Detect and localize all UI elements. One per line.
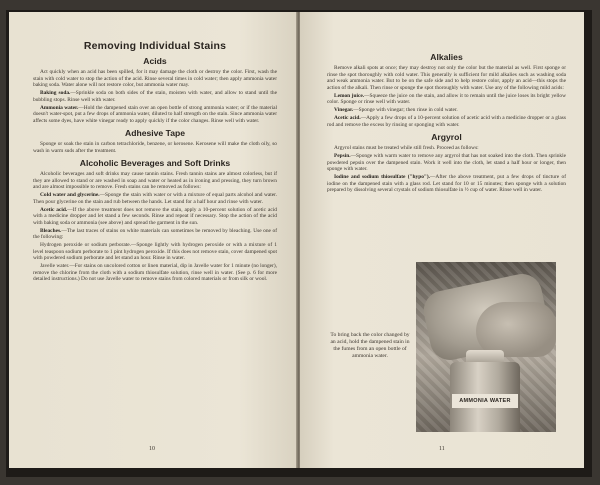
paragraph-lead: Vinegar. [334,107,354,113]
body-paragraph [33,192,277,205]
paragraph-lead: Cold water and glycerine. [40,192,100,198]
body-paragraph [33,242,277,262]
body-paragraph [33,171,277,191]
paragraph-lead: Iodine and sodium thiosulfate ("hypo"). [334,174,431,180]
right-page [300,12,584,468]
body-paragraph [327,107,566,114]
left-page [9,12,297,468]
paragraph-text: Hydrogen peroxide or sodium perborate.—Sponge lightly with hydrogen peroxide or with a mixture of 1 level teaspoon sodium perborate to 1 pint hydrogen peroxide. If this does not remove stain, cover dampened spot with powdered sodium perborate and let stand an hour. Rinse in water. [33,242,277,261]
illustration-photo [416,262,556,432]
paragraph-lead: Baking soda. [40,90,71,96]
bottle-label: AMMONIA WATER [452,394,518,408]
paragraph-text: —Sprinkle soda on both sides of the stain, moisten with water, and allow to stand until the bubbling stops. Rinse well with water. [33,90,277,103]
body-paragraph [33,141,277,154]
section-heading: Alcoholic Beverages and Soft Drinks [79,158,231,168]
paragraph-lead: Acetic acid. [334,115,361,121]
body-paragraph [33,69,277,89]
paragraph-text: Remove alkali spots at once; they may destroy not only the color but the material as well. First sponge or rinse the spot thoroughly with cold water. This generally is sufficient for mild alkalies such as washing soda and weak ammonia water. But to be on the safe side and to help restore color, apply an acid—this stops the action of the alkali. Then rinse or sponge the spot thoroughly with water. Use any of the following mild acids: [327,65,566,91]
body-paragraph [327,153,566,173]
paragraph-text: —The last traces of stains on white materials can sometimes be removed by bleaching. Use one of the following: [33,227,277,240]
paragraph-text: —Hold the dampened stain over an open bottle of strong ammonia water; or if the material doesn't water-spot, put a few drops of ammonia water, diluted to half strength on the stain. Since ammonia water affects some dyes, have white vinegar ready to apply quickly if the color changes. Rinse well with water. [33,104,277,124]
paragraph-lead: Acetic acid. [40,206,68,213]
paragraph-text: —Sponge the stain with water or with a mixture of equal parts alcohol and water. Then pour glycerine on the stain and rub between the hands. Let stand for a half hour and rinse with water. [33,192,277,205]
paragraph-text: Alcoholic beverages and soft drinks may cause tannin stains. Fresh tannin stains are almost colorless, but if they are allowed to stand or are washed in soap and water or heated as in ironing and pressing, they turn brown and are almost impossible to remove. Fresh stains can be removed as follows: [33,171,277,190]
page-number-left: 10 [149,446,155,452]
page-title: Removing Individual Stains [83,40,227,52]
photo-hand [476,302,556,357]
body-paragraph [327,174,566,194]
paragraph-text: —Squeeze the juice on the stain, and allow it to remain until the juice loses its bright yellow color. Sponge or rinse well with water. [327,92,566,105]
paragraph-text: —Sponge with warm water to remove any argyrol that has not soaked into the cloth. Then sprinkle powdered pepsin over the dampened stain. Work it well into the cloth, let stand a half hour or longer, then sponge with water. [327,153,566,172]
photo-caption: To bring back the color changed by an acid, hold the dampened stain in the fumes from an open bottle of ammonia water. [330,332,410,359]
paragraph-text: —Apply a few drops of a 10-percent solution of acetic acid with a medicine dropper or a glass rod and remove the excess by rinsing or sponging with water. [327,115,566,128]
paragraph-text: Act quickly when an acid has been spilled, for it may damage the cloth or destroy the color. First, wash the stain with cold water to stop the action of the acid. Rinse several times in cold water; then apply ammonia water baking soda. Water alone will not restore color, but ammonia water may. [33,69,277,88]
section-heading: Acids [143,56,167,66]
paragraph-text: —If the above treatment does not remove the stain, apply a 10-percent solution of acetic acid with a medicine dropper and let stand a few seconds. Rinse and repeat if necessary. Stop the action of the acid with baking soda or ammonia (see above) and spread the garment in the sun. [33,206,277,226]
body-paragraph [33,207,277,227]
body-paragraph [33,263,277,283]
body-paragraph [327,145,566,152]
section-heading: Adhesive Tape [124,128,186,138]
paragraph-lead: Lemon juice. [334,92,365,99]
paragraph-text: —After the above treatment, put a few drops of tincture of iodine on the dampened stain with a glass rod. Let stand for 10 or 15 minutes; then sponge with a solution prepared by dissolving several crystals of sodium thiosulfate in ½ cup of water. Rinse well in water. [327,174,567,193]
paragraph-text: Javelle water.—For stains on uncolored cotton or linen material, dip in Javelle water for 1 minute (no longer), remove the chlorine from the cloth with a sodium thiosulfate solution, rinse well in water. (See p. 6 for more detailed instructions.) Do not use Javelle water to remove stains from colored materials or from silk or wool. [33,263,277,282]
body-paragraph [327,93,566,106]
section-heading: Argyrol [431,132,462,142]
section-heading: Alkalies [430,52,463,62]
paragraph-lead: Pepsin. [334,153,351,159]
right-page-content [327,48,566,195]
paragraph-text: —Sponge with vinegar; then rinse in cold water. [353,107,458,113]
left-page-content [33,40,277,284]
paragraph-lead: Bleaches. [40,227,62,234]
paragraph-lead: Ammonia water. [40,104,79,111]
paragraph-text: Sponge or soak the stain in carbon tetrachloride, benzene, or kerosene. Kerosene will make the cloth oily, so wash in warm suds after the treatment. [33,141,277,154]
page-number-right: 11 [439,446,445,452]
body-paragraph [33,228,277,241]
body-paragraph [327,65,566,91]
body-paragraph [327,115,566,128]
body-paragraph [33,105,277,125]
paragraph-text: Argyrol stains must be treated while still fresh. Proceed as follows: [334,145,479,151]
body-paragraph [33,90,277,103]
